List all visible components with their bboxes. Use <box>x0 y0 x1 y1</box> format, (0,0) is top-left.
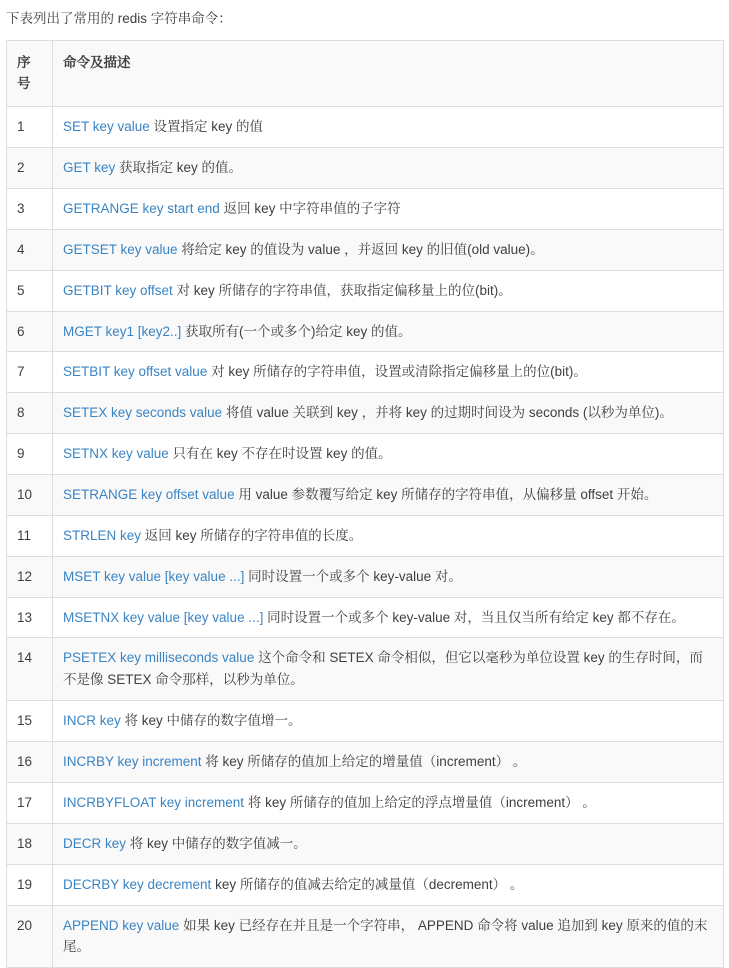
row-index: 18 <box>7 823 53 864</box>
row-index: 11 <box>7 515 53 556</box>
row-index: 15 <box>7 701 53 742</box>
row-description <box>53 638 724 701</box>
command-description: 将给定 key 的值设为 value ，并返回 key 的旧值(old value)。 <box>177 241 544 257</box>
table-row <box>7 638 724 701</box>
row-description <box>53 107 724 148</box>
command-description: 将 key 中储存的数字值增一。 <box>120 713 302 729</box>
row-description <box>53 864 724 905</box>
command-description: 将 key 所储存的值加上给定的浮点增量值（increment） 。 <box>244 794 596 810</box>
command-description: 同时设置一个或多个 key-value 对，当且仅当所有给定 key 都不存在。 <box>263 609 685 625</box>
command-link[interactable]: GET key <box>63 160 116 176</box>
row-description <box>53 229 724 270</box>
command-description: 对 key 所储存的字符串值，设置或清除指定偏移量上的位(bit)。 <box>207 364 587 380</box>
command-link[interactable]: APPEND key value <box>63 917 180 933</box>
command-link[interactable]: GETBIT key offset <box>63 282 173 298</box>
table-header-row <box>7 40 724 107</box>
row-index: 13 <box>7 597 53 638</box>
row-index: 19 <box>7 864 53 905</box>
table-row <box>7 905 724 968</box>
command-link[interactable]: DECRBY key decrement <box>63 876 212 892</box>
row-description <box>53 352 724 393</box>
command-link[interactable]: DECR key <box>63 835 127 851</box>
row-description <box>53 148 724 189</box>
row-index: 5 <box>7 270 53 311</box>
redis-string-commands-table <box>6 40 724 968</box>
table-row <box>7 107 724 148</box>
row-index: 10 <box>7 475 53 516</box>
row-index: 7 <box>7 352 53 393</box>
table-body <box>7 107 724 968</box>
row-index: 16 <box>7 742 53 783</box>
command-description: 对 key 所储存的字符串值，获取指定偏移量上的位(bit)。 <box>172 282 512 298</box>
row-index: 1 <box>7 107 53 148</box>
row-index: 2 <box>7 148 53 189</box>
row-description <box>53 556 724 597</box>
table-row <box>7 782 724 823</box>
column-header-index: 序号 <box>7 40 53 107</box>
command-link[interactable]: STRLEN key <box>63 527 142 543</box>
row-index: 9 <box>7 434 53 475</box>
intro-text: 下表列出了常用的 redis 字符串命令： <box>6 11 232 26</box>
row-description <box>53 823 724 864</box>
command-link[interactable]: GETRANGE key start end <box>63 201 220 217</box>
row-description <box>53 270 724 311</box>
column-header-description: 命令及描述 <box>53 40 724 107</box>
command-link[interactable]: SETBIT key offset value <box>63 364 208 380</box>
row-index: 14 <box>7 638 53 701</box>
command-description: key 所储存的值减去给定的减量值（decrement） 。 <box>211 876 524 892</box>
command-description: 将值 value 关联到 key ，并将 key 的过期时间设为 seconds (以秒为单位)。 <box>222 405 673 421</box>
command-link[interactable]: SETNX key value <box>63 446 169 462</box>
table-row <box>7 352 724 393</box>
table-row <box>7 229 724 270</box>
table-row <box>7 270 724 311</box>
table-row <box>7 742 724 783</box>
command-description: 设置指定 key 的值 <box>149 119 264 135</box>
command-description: 只有在 key 不存在时设置 key 的值。 <box>168 446 392 462</box>
row-description <box>53 515 724 556</box>
table-row <box>7 515 724 556</box>
command-link[interactable]: SET key value <box>63 119 150 135</box>
command-description: 将 key 中储存的数字值减一。 <box>126 835 307 851</box>
row-description <box>53 782 724 823</box>
command-description: 用 value 参数覆写给定 key 所储存的字符串值，从偏移量 offset 开始。 <box>234 487 658 503</box>
row-index: 17 <box>7 782 53 823</box>
table-row <box>7 864 724 905</box>
command-link[interactable]: INCRBY key increment <box>63 754 202 770</box>
command-description: 获取指定 key 的值。 <box>115 160 243 176</box>
row-index: 20 <box>7 905 53 968</box>
table-row <box>7 823 724 864</box>
command-link[interactable]: MSETNX key value [key value ...] <box>63 609 264 625</box>
command-link[interactable]: PSETEX key milliseconds value <box>63 650 255 666</box>
command-link[interactable]: SETEX key seconds value <box>63 405 223 421</box>
row-description <box>53 905 724 968</box>
row-description <box>53 701 724 742</box>
table-row <box>7 434 724 475</box>
row-index: 6 <box>7 311 53 352</box>
row-description <box>53 597 724 638</box>
command-link[interactable]: SETRANGE key offset value <box>63 487 235 503</box>
table-row <box>7 393 724 434</box>
table-row <box>7 311 724 352</box>
table-row <box>7 475 724 516</box>
table-row <box>7 148 724 189</box>
command-description: 返回 key 所储存的字符串值的长度。 <box>141 527 363 543</box>
command-description: 同时设置一个或多个 key-value 对。 <box>244 568 462 584</box>
table-header <box>7 40 724 107</box>
row-description <box>53 393 724 434</box>
command-link[interactable]: MSET key value [key value ...] <box>63 568 245 584</box>
row-description <box>53 475 724 516</box>
row-description <box>53 189 724 230</box>
row-index: 8 <box>7 393 53 434</box>
row-index: 12 <box>7 556 53 597</box>
command-link[interactable]: INCR key <box>63 713 121 729</box>
command-description: 获取所有(一个或多个)给定 key 的值。 <box>181 323 412 339</box>
command-description: 返回 key 中字符串值的子字符 <box>219 201 401 217</box>
command-link[interactable]: MGET key1 [key2..] <box>63 323 182 339</box>
command-link[interactable]: GETSET key value <box>63 241 178 257</box>
row-description <box>53 434 724 475</box>
command-description: 这个命令和 SETEX 命令相似，但它以毫秒为单位设置 key 的生存时间，而不是像 SETEX 命令那样，以秒为单位。 <box>63 650 703 688</box>
table-row <box>7 189 724 230</box>
row-index: 4 <box>7 229 53 270</box>
row-index: 3 <box>7 189 53 230</box>
row-description <box>53 742 724 783</box>
row-description <box>53 311 724 352</box>
table-row <box>7 597 724 638</box>
table-row <box>7 556 724 597</box>
command-description: 如果 key 已经存在并且是一个字符串， APPEND 命令将 value 追加到 key 原来的值的末尾。 <box>63 917 708 955</box>
table-row <box>7 701 724 742</box>
command-link[interactable]: INCRBYFLOAT key increment <box>63 794 245 810</box>
command-description: 将 key 所储存的值加上给定的增量值（increment） 。 <box>201 754 527 770</box>
